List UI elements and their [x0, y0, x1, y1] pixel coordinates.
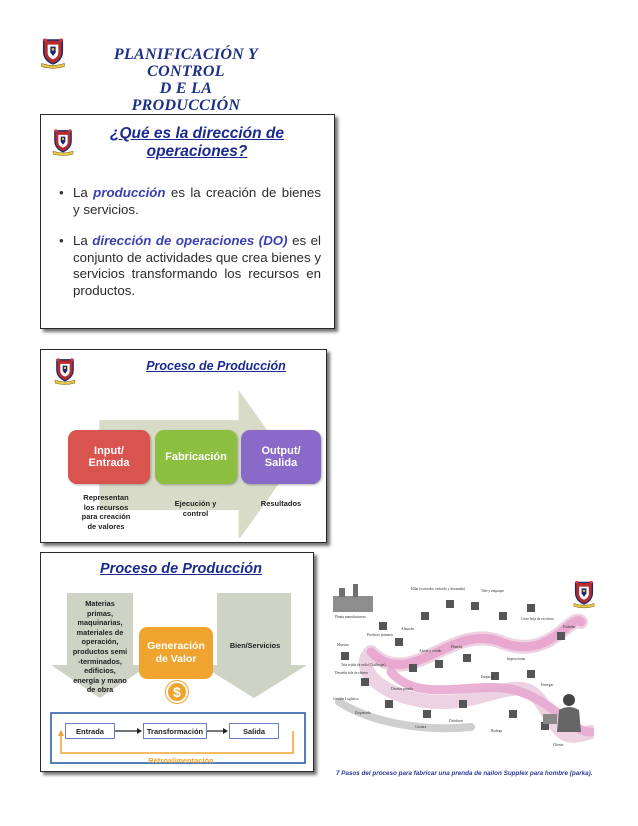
slide-title: Proceso de Producción	[100, 561, 262, 577]
diagram-label: Cliente	[553, 743, 564, 747]
diagram-label: Plancha	[451, 645, 463, 649]
diagram-label: Entregar	[541, 683, 554, 687]
currency-icon	[166, 681, 188, 703]
slide-que-es-direccion-operaciones	[40, 114, 335, 329]
slide-title-line-1: ¿Qué es la dirección de	[109, 125, 284, 142]
page-title	[86, 46, 286, 114]
bullet-text: La	[73, 185, 94, 200]
diagram-label: Corte hoja de escritura	[521, 617, 554, 621]
output-step-note	[249, 499, 313, 509]
output-step-box	[241, 430, 321, 484]
step-label: Input/	[94, 445, 124, 457]
fabricacion-step-box	[155, 430, 237, 484]
diagram-label: Almacén	[401, 627, 414, 631]
value-generation-box	[139, 627, 213, 679]
bullet-text: es el conjunto de actividades que crea bienes y servicios transformando los recursos en productos.	[73, 233, 321, 298]
diagram-label: Gestión Logística	[333, 697, 359, 701]
diagram-label: Planta manufacturera	[335, 615, 366, 619]
diagram-label: Etiquetado	[355, 711, 371, 715]
diagram-label: Distribuir	[449, 719, 463, 723]
diagram-label: Muestra	[337, 643, 349, 647]
input-step-note	[71, 493, 141, 531]
university-crest-icon	[51, 129, 75, 157]
fabricacion-step-note	[163, 499, 228, 518]
inputs-line: de obra	[86, 685, 114, 695]
page-title-line-1: PLANIFICACIÓN Y CONTROL	[113, 46, 259, 80]
diagram-label: Diseñar prenda	[391, 687, 413, 691]
inputs-line: productos semi	[72, 646, 128, 656]
note-line: Representan	[83, 493, 129, 502]
diagram-label: Desteñir tela de ribetes	[335, 671, 369, 675]
bullet-text: La	[73, 233, 93, 248]
step-label: Salida	[264, 457, 298, 469]
note-line: Resultados	[260, 499, 302, 508]
university-crest-icon	[53, 358, 77, 386]
university-crest-icon	[39, 38, 67, 70]
diagram-label: Ajuste y cosido	[419, 649, 442, 653]
step-label: Fabricación	[165, 451, 227, 463]
step-label: Entrada	[88, 457, 130, 469]
feedback-label: Retroalimentación	[148, 756, 214, 765]
note-line: para creación	[81, 512, 131, 521]
diagram-label: Costura	[415, 725, 427, 729]
inputs-line: operación,	[81, 637, 119, 647]
output-description: Bien/Servicios	[229, 641, 281, 650]
input-step-box	[68, 430, 150, 484]
flow-entrada-box: Entrada	[65, 723, 115, 739]
diagram-label: Tela tejida de seda (Challenge)	[341, 663, 386, 667]
diagram-label: Producto primario	[367, 633, 394, 637]
factory-icon	[333, 584, 373, 612]
note-line: los recursos	[83, 502, 129, 512]
note-line: control	[182, 508, 209, 518]
inputs-line: maquinarias,	[77, 618, 123, 628]
slide-title: Proceso de Producción	[146, 359, 286, 373]
note-line: Ejecución y	[174, 499, 217, 508]
inputs-line: energía y mano	[73, 675, 127, 685]
diagram-label: Tiñe y empaque	[481, 589, 505, 593]
page-title-line-2: D E LA	[159, 80, 213, 97]
inputs-line: primas,	[87, 608, 113, 618]
inputs-line: Materias	[85, 599, 115, 608]
diagram-label: Empacar	[481, 675, 494, 679]
value-line: Generación	[147, 640, 205, 652]
step-label: Output/	[261, 445, 301, 457]
diagram-label: Bodega	[491, 729, 502, 733]
bullet-list	[59, 185, 321, 314]
diagram-label: Inspeccionar	[507, 657, 526, 661]
currency-symbol: $	[173, 684, 181, 700]
highlighted-term: producción	[93, 185, 166, 200]
value-line: de Valor	[155, 653, 197, 665]
slide-proceso-produccion-2	[40, 552, 314, 772]
diagram-label: Estándar	[563, 625, 576, 629]
highlighted-term: dirección de operaciones (DO)	[92, 233, 288, 248]
process-flow-illustration	[331, 582, 594, 760]
inputs-line: edificios,	[84, 666, 116, 676]
flow-transformacion-box: Transformación	[143, 723, 207, 739]
slide-proceso-produccion-1	[40, 349, 327, 543]
bullet-text: es la creación de bienes y servicios.	[73, 185, 321, 217]
diagram-caption: 7 Pasos del proceso para fabricar una prenda de nailon Supplex para hombre (parka).	[336, 770, 593, 777]
page-title-line-3: PRODUCCIÓN	[131, 97, 241, 114]
bullet-item-direccion-operaciones	[59, 233, 321, 299]
bullet-item-produccion	[59, 185, 321, 218]
inputs-description	[65, 599, 135, 695]
note-line: de valores	[87, 521, 125, 531]
inputs-line: -terminados,	[78, 656, 122, 666]
diagram-label: Hilar (extruidor, estirado y devanado)	[411, 587, 466, 591]
slide-title	[97, 125, 297, 161]
flow-salida-box: Salida	[229, 723, 279, 739]
inputs-line: materiales de	[76, 627, 124, 637]
slide-title-line-2: operaciones?	[146, 143, 248, 160]
